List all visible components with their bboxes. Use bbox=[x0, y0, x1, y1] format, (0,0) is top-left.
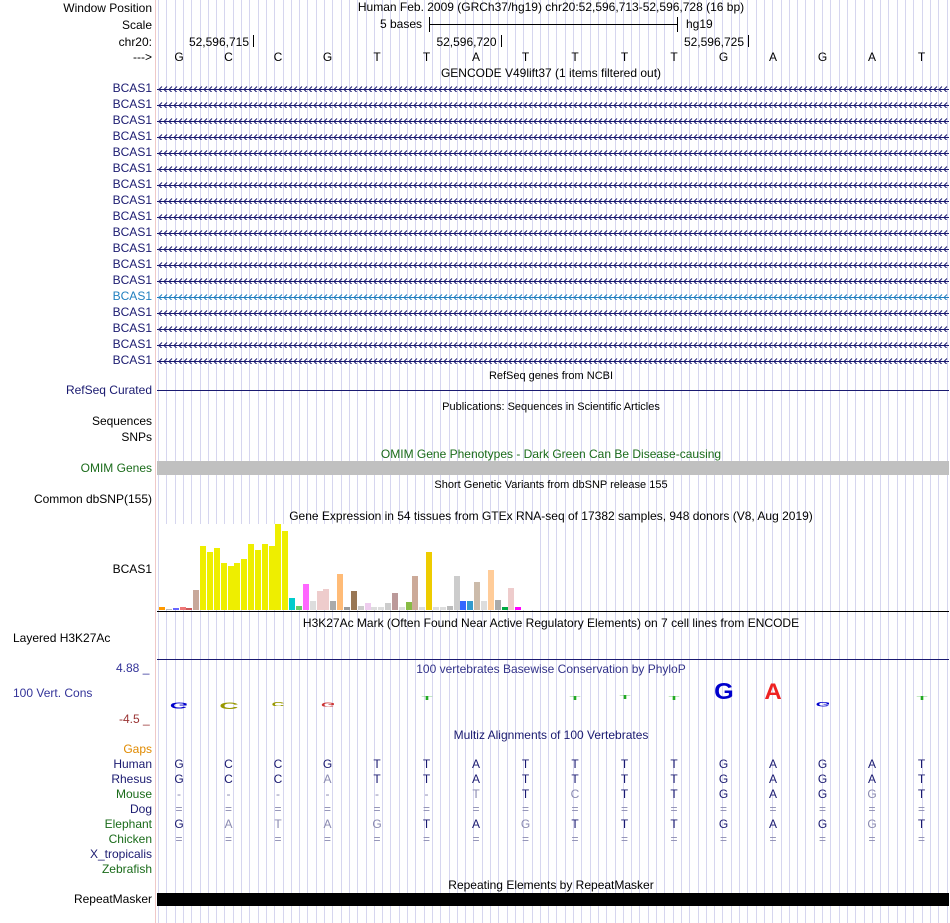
reference-base: A bbox=[867, 50, 876, 64]
dbsnp-title: Short Genetic Variants from dbSNP release 155 bbox=[434, 479, 668, 491]
multiz-species-label[interactable]: Mouse bbox=[115, 787, 152, 801]
gtex-tissue-bar[interactable] bbox=[214, 548, 220, 610]
gencode-gene-line[interactable] bbox=[157, 291, 949, 300]
multiz-base: = bbox=[323, 802, 331, 816]
reference-base: T bbox=[917, 50, 926, 64]
gtex-tissue-bar[interactable] bbox=[262, 544, 268, 610]
multiz-base: = bbox=[323, 832, 331, 846]
multiz-species-label[interactable]: Rhesus bbox=[111, 772, 152, 786]
gencode-gene-label[interactable]: BCAS1 bbox=[112, 337, 152, 351]
chrom-label: chr20: bbox=[118, 35, 152, 49]
gtex-tissue-bar[interactable] bbox=[419, 607, 425, 610]
multiz-base: A bbox=[471, 772, 480, 786]
gencode-gene-line[interactable] bbox=[157, 339, 949, 348]
multiz-base: = bbox=[620, 802, 628, 816]
gtex-tissue-bar[interactable] bbox=[351, 591, 357, 610]
multiz-base: = bbox=[571, 832, 579, 846]
multiz-base: = bbox=[769, 832, 777, 846]
reference-base: G bbox=[174, 50, 184, 64]
multiz-base: A bbox=[768, 772, 777, 786]
position-tick-mark bbox=[253, 35, 254, 47]
multiz-base: T bbox=[274, 817, 282, 831]
multiz-base: T bbox=[917, 817, 926, 831]
gtex-tissue-bar[interactable] bbox=[255, 550, 261, 610]
multiz-base: = bbox=[224, 832, 232, 846]
gencode-gene-line[interactable] bbox=[157, 179, 949, 188]
gencode-gene-label[interactable]: BCAS1 bbox=[112, 321, 152, 335]
multiz-base: = bbox=[917, 802, 925, 816]
multiz-base: A bbox=[471, 757, 480, 771]
gencode-gene-line[interactable] bbox=[157, 131, 949, 140]
reference-base: G bbox=[322, 50, 333, 64]
multiz-base: T bbox=[670, 817, 678, 831]
gencode-gene-line[interactable] bbox=[157, 99, 949, 108]
multiz-base: G bbox=[867, 787, 877, 801]
gencode-gene-label[interactable]: BCAS1 bbox=[112, 177, 152, 191]
reference-base: T bbox=[670, 50, 678, 64]
position-tick-label: 52,596,715 bbox=[188, 35, 249, 49]
gtex-chart[interactable] bbox=[159, 524, 539, 610]
gencode-gene-label[interactable]: BCAS1 bbox=[112, 273, 152, 287]
multiz-base: T bbox=[521, 772, 530, 786]
gencode-gene-line[interactable] bbox=[157, 275, 949, 284]
gtex-tissue-bar[interactable] bbox=[200, 546, 206, 610]
strand-label: ---> bbox=[133, 50, 152, 64]
phylop-base-logo[interactable]: G bbox=[169, 700, 189, 710]
gtex-tissue-bar[interactable] bbox=[474, 582, 480, 610]
reference-base: A bbox=[768, 50, 777, 64]
gtex-tissue-bar[interactable] bbox=[166, 609, 172, 610]
multiz-base: T bbox=[670, 772, 678, 786]
gencode-gene-line[interactable] bbox=[157, 259, 949, 268]
gtex-tissue-bar[interactable] bbox=[481, 601, 487, 610]
gencode-gene-line[interactable] bbox=[157, 163, 949, 172]
gencode-gene-label[interactable]: BCAS1 bbox=[112, 81, 152, 95]
gencode-gene-label[interactable]: BCAS1 bbox=[112, 145, 152, 159]
sequences-label[interactable]: Sequences bbox=[91, 414, 152, 428]
gencode-gene-line[interactable] bbox=[157, 323, 949, 332]
multiz-base: - bbox=[424, 787, 429, 801]
phylop-base-logo[interactable]: C bbox=[271, 699, 285, 706]
multiz-base: G bbox=[718, 772, 729, 786]
multiz-base: A bbox=[323, 817, 332, 831]
multiz-base: A bbox=[471, 817, 480, 831]
gencode-gene-line[interactable] bbox=[157, 243, 949, 252]
multiz-base: = bbox=[818, 832, 826, 846]
multiz-base: T bbox=[917, 772, 926, 786]
multiz-base: G bbox=[372, 817, 382, 831]
gtex-tissue-bar[interactable] bbox=[385, 603, 391, 610]
reference-base: T bbox=[620, 50, 629, 64]
reference-base: T bbox=[373, 50, 381, 64]
gencode-gene-label[interactable]: BCAS1 bbox=[112, 225, 152, 239]
gtex-tissue-bar[interactable] bbox=[337, 574, 343, 610]
gtex-tissue-bar[interactable] bbox=[467, 601, 473, 610]
multiz-base: - bbox=[375, 787, 379, 801]
multiz-species-label[interactable]: Dog bbox=[129, 802, 152, 816]
multiz-base: C bbox=[273, 757, 283, 771]
gencode-gene-line[interactable] bbox=[157, 83, 949, 92]
gtex-tissue-bar[interactable] bbox=[365, 603, 371, 610]
scale-db: hg19 bbox=[686, 17, 713, 31]
gtex-tissue-bar[interactable] bbox=[173, 608, 179, 610]
gtex-tissue-bar[interactable] bbox=[502, 607, 508, 610]
multiz-base: = bbox=[274, 832, 282, 846]
reference-base: T bbox=[521, 50, 530, 64]
reference-base: G bbox=[718, 50, 729, 64]
multiz-base: = bbox=[521, 832, 529, 846]
repeatmasker-title: Repeating Elements by RepeatMasker bbox=[448, 878, 654, 892]
multiz-base: T bbox=[422, 772, 431, 786]
refseq-title: RefSeq genes from NCBI bbox=[488, 370, 614, 382]
multiz-base: G bbox=[520, 817, 531, 831]
multiz-base: G bbox=[817, 817, 828, 831]
multiz-base: T bbox=[571, 772, 579, 786]
gaps-label: Gaps bbox=[123, 742, 152, 756]
gtex-tissue-bar[interactable] bbox=[460, 601, 466, 610]
multiz-base: G bbox=[174, 757, 184, 771]
multiz-base: A bbox=[768, 757, 777, 771]
scale-bases: 5 bases bbox=[380, 17, 423, 31]
multiz-base: = bbox=[422, 832, 430, 846]
omim-label[interactable]: OMIM Genes bbox=[80, 461, 152, 475]
multiz-species-label[interactable]: Human bbox=[113, 757, 152, 771]
multiz-base: = bbox=[719, 802, 727, 816]
multiz-base: G bbox=[322, 757, 333, 771]
multiz-base: = bbox=[521, 802, 529, 816]
omim-title: OMIM Gene Phenotypes - Dark Green Can Be Disease-causing bbox=[380, 447, 722, 461]
multiz-base: T bbox=[571, 817, 579, 831]
gtex-tissue-bar[interactable] bbox=[310, 601, 316, 610]
gtex-tissue-bar[interactable] bbox=[234, 563, 240, 610]
omim-bar[interactable] bbox=[157, 461, 949, 475]
gencode-gene-label[interactable]: BCAS1 bbox=[112, 209, 152, 223]
gencode-gene-label[interactable]: BCAS1 bbox=[112, 241, 152, 255]
gtex-tissue-bar[interactable] bbox=[282, 531, 288, 610]
gtex-tissue-bar[interactable] bbox=[378, 607, 384, 610]
reference-base: T bbox=[571, 50, 579, 64]
dbsnp-label[interactable]: Common dbSNP(155) bbox=[33, 492, 152, 506]
multiz-base: G bbox=[817, 757, 828, 771]
multiz-base: = bbox=[422, 802, 430, 816]
multiz-base: T bbox=[670, 787, 678, 801]
repeatmasker-bar[interactable] bbox=[157, 893, 949, 906]
multiz-base: T bbox=[521, 757, 530, 771]
gencode-gene-label[interactable]: BCAS1 bbox=[112, 113, 152, 127]
multiz-base: C bbox=[224, 757, 233, 771]
gencode-gene-line[interactable] bbox=[157, 147, 949, 156]
gtex-tissue-bar[interactable] bbox=[317, 591, 323, 610]
gtex-tissue-bar[interactable] bbox=[344, 607, 350, 610]
gtex-tissue-bar[interactable] bbox=[454, 576, 460, 610]
multiz-base: T bbox=[670, 757, 678, 771]
position-tick-mark bbox=[748, 35, 749, 47]
reference-base: T bbox=[422, 50, 431, 64]
gtex-tissue-bar[interactable] bbox=[426, 552, 432, 610]
multiz-base: = bbox=[472, 832, 480, 846]
phylop-base-logo[interactable]: G bbox=[320, 700, 335, 707]
gtex-tissue-bar[interactable] bbox=[447, 606, 453, 610]
reference-base: G bbox=[817, 50, 828, 64]
multiz-base: T bbox=[521, 787, 530, 801]
multiz-base: = bbox=[769, 802, 777, 816]
gencode-gene-line[interactable] bbox=[157, 115, 949, 124]
phylop-base-logo[interactable]: G bbox=[713, 677, 734, 704]
multiz-base: T bbox=[422, 817, 431, 831]
gencode-gene-line[interactable] bbox=[157, 211, 949, 220]
multiz-base: = bbox=[274, 802, 282, 816]
gtex-tissue-bar[interactable] bbox=[495, 600, 501, 610]
position-tick-mark bbox=[501, 35, 502, 47]
gencode-gene-label[interactable]: BCAS1 bbox=[112, 353, 152, 367]
multiz-base: = bbox=[818, 802, 826, 816]
multiz-base: T bbox=[571, 757, 579, 771]
gtex-tissue-bar[interactable] bbox=[303, 584, 309, 610]
phylop-base-logo[interactable]: T bbox=[915, 696, 927, 703]
phylop-base-logo[interactable]: T bbox=[618, 695, 630, 702]
phylop-max-label: 4.88 _ bbox=[116, 661, 150, 675]
phylop-base-logo[interactable]: C bbox=[218, 700, 239, 711]
gtex-tissue-bar[interactable] bbox=[193, 590, 199, 610]
gencode-gene-line[interactable] bbox=[157, 307, 949, 316]
gencode-gene-label[interactable]: BCAS1 bbox=[112, 193, 152, 207]
phylop-title: 100 vertebrates Basewise Conservation by PhyloP bbox=[416, 662, 686, 676]
multiz-base: G bbox=[867, 817, 877, 831]
gtex-tissue-bar[interactable] bbox=[412, 576, 418, 610]
position-tick-label: 52,596,720 bbox=[436, 35, 497, 49]
window-position-label: Window Position bbox=[63, 1, 152, 15]
gtex-tissue-bar[interactable] bbox=[159, 607, 165, 610]
snps-label[interactable]: SNPs bbox=[121, 430, 152, 444]
gencode-gene-line[interactable] bbox=[157, 355, 949, 364]
phylop-label[interactable]: 100 Vert. Cons bbox=[13, 686, 93, 700]
multiz-base: - bbox=[325, 787, 330, 801]
multiz-base: = bbox=[571, 802, 579, 816]
multiz-species-label[interactable]: X_tropicalis bbox=[89, 847, 152, 861]
phylop-base-logo[interactable]: T bbox=[668, 696, 680, 703]
multiz-base: A bbox=[768, 817, 777, 831]
multiz-base: T bbox=[620, 787, 629, 801]
gtex-label[interactable]: BCAS1 bbox=[112, 562, 152, 576]
multiz-base: G bbox=[174, 772, 184, 786]
multiz-base: = bbox=[868, 802, 876, 816]
multiz-base: T bbox=[620, 757, 629, 771]
gtex-tissue-bar[interactable] bbox=[433, 607, 439, 610]
multiz-base: A bbox=[867, 772, 876, 786]
multiz-base: T bbox=[373, 757, 381, 771]
gtex-tissue-bar[interactable] bbox=[330, 601, 336, 610]
refseq-line[interactable] bbox=[157, 390, 949, 391]
gtex-tissue-bar[interactable] bbox=[186, 608, 192, 610]
multiz-base: T bbox=[472, 787, 480, 801]
gtex-tissue-bar[interactable] bbox=[371, 607, 377, 610]
phylop-base-logo[interactable]: A bbox=[764, 678, 782, 704]
window-position-text[interactable]: Human Feb. 2009 (GRCh37/hg19) chr20:52,596,713-52,596,728 (16 bp) bbox=[357, 0, 745, 14]
multiz-base: - bbox=[276, 787, 280, 801]
multiz-base: G bbox=[718, 787, 729, 801]
scale-bar bbox=[429, 24, 677, 25]
gtex-tissue-bar[interactable] bbox=[269, 546, 275, 610]
multiz-base: = bbox=[670, 802, 678, 816]
multiz-base: - bbox=[177, 787, 181, 801]
multiz-base: = bbox=[868, 832, 876, 846]
multiz-base: T bbox=[917, 787, 926, 801]
multiz-title: Multiz Alignments of 100 Vertebrates bbox=[453, 728, 649, 742]
gtex-tissue-bar[interactable] bbox=[406, 602, 412, 610]
multiz-base: = bbox=[175, 802, 183, 816]
multiz-base: T bbox=[620, 817, 629, 831]
multiz-species-label[interactable]: Elephant bbox=[104, 817, 152, 831]
multiz-species-label[interactable]: Zebrafish bbox=[101, 862, 152, 876]
multiz-base: = bbox=[917, 832, 925, 846]
multiz-base: G bbox=[718, 757, 729, 771]
multiz-species-label[interactable]: Chicken bbox=[108, 832, 152, 846]
gtex-tissue-bar[interactable] bbox=[289, 598, 295, 610]
multiz-base: C bbox=[224, 772, 233, 786]
gtex-tissue-bar[interactable] bbox=[392, 593, 398, 610]
multiz-base: - bbox=[226, 787, 231, 801]
multiz-base: G bbox=[817, 772, 828, 786]
multiz-base: C bbox=[570, 787, 580, 801]
multiz-base: = bbox=[373, 802, 381, 816]
multiz-base: = bbox=[620, 832, 628, 846]
multiz-base: C bbox=[273, 772, 283, 786]
position-tick-label: 52,596,725 bbox=[683, 35, 744, 49]
phylop-base-logo[interactable]: T bbox=[569, 696, 581, 703]
multiz-base: A bbox=[768, 787, 777, 801]
gencode-gene-label[interactable]: BCAS1 bbox=[112, 289, 152, 303]
gtex-tissue-bar[interactable] bbox=[358, 606, 364, 610]
gencode-gene-line[interactable] bbox=[157, 195, 949, 204]
multiz-base: A bbox=[224, 817, 233, 831]
multiz-base: T bbox=[917, 757, 926, 771]
gtex-baseline bbox=[157, 611, 949, 612]
reference-base: C bbox=[273, 50, 283, 64]
multiz-base: G bbox=[718, 817, 729, 831]
gtex-tissue-bar[interactable] bbox=[228, 566, 234, 610]
multiz-base: = bbox=[224, 802, 232, 816]
publications-title: Publications: Sequences in Scientific Articles bbox=[442, 401, 660, 413]
scale-bar-left bbox=[429, 17, 430, 32]
multiz-base: = bbox=[175, 832, 183, 846]
multiz-base: A bbox=[867, 757, 876, 771]
gencode-gene-line[interactable] bbox=[157, 227, 949, 236]
multiz-base: T bbox=[422, 757, 431, 771]
gtex-tissue-bar[interactable] bbox=[241, 559, 247, 610]
multiz-base: G bbox=[817, 787, 828, 801]
multiz-base: T bbox=[373, 772, 381, 786]
gencode-gene-label[interactable]: BCAS1 bbox=[112, 161, 152, 175]
gtex-tissue-bar[interactable] bbox=[508, 588, 514, 610]
scale-bar-right bbox=[677, 17, 678, 32]
gencode-gene-label[interactable]: BCAS1 bbox=[112, 129, 152, 143]
gtex-tissue-bar[interactable] bbox=[488, 570, 494, 610]
gtex-tissue-bar[interactable] bbox=[399, 607, 405, 610]
gtex-tissue-bar[interactable] bbox=[180, 607, 186, 610]
gencode-gene-label[interactable]: BCAS1 bbox=[112, 257, 152, 271]
multiz-base: = bbox=[472, 802, 480, 816]
phylop-min-label: -4.5 _ bbox=[119, 712, 150, 726]
gtex-tissue-bar[interactable] bbox=[221, 563, 227, 610]
gtex-tissue-bar[interactable] bbox=[515, 607, 521, 610]
reference-base: C bbox=[224, 50, 233, 64]
h3k27ac-label[interactable]: Layered H3K27Ac bbox=[13, 631, 111, 645]
h3k27ac-line bbox=[157, 659, 949, 660]
gtex-tissue-bar[interactable] bbox=[207, 552, 213, 610]
multiz-base: = bbox=[719, 832, 727, 846]
gencode-gene-label[interactable]: BCAS1 bbox=[112, 97, 152, 111]
gencode-gene-label[interactable]: BCAS1 bbox=[112, 305, 152, 319]
gtex-tissue-bar[interactable] bbox=[440, 607, 446, 610]
gtex-title: Gene Expression in 54 tissues from GTEx RNA-seq of 17382 samples, 948 donors (V8, Aug 2019) bbox=[289, 509, 813, 523]
multiz-base: = bbox=[373, 832, 381, 846]
multiz-base: A bbox=[323, 772, 332, 786]
phylop-base-logo[interactable]: G bbox=[815, 700, 830, 708]
scale-label: Scale bbox=[121, 18, 152, 32]
gtex-tissue-bar[interactable] bbox=[275, 524, 281, 610]
gencode-title: GENCODE V49lift37 (1 items filtered out) bbox=[440, 66, 662, 80]
gtex-tissue-bar[interactable] bbox=[296, 606, 302, 610]
reference-base: A bbox=[471, 50, 480, 64]
multiz-base: = bbox=[670, 832, 678, 846]
h3k27ac-title: H3K27Ac Mark (Often Found Near Active Regulatory Elements) on 7 cell lines from ENCODE bbox=[302, 616, 800, 630]
gtex-tissue-bar[interactable] bbox=[248, 544, 254, 610]
phylop-base-logo[interactable]: T bbox=[420, 696, 432, 703]
refseq-label[interactable]: RefSeq Curated bbox=[65, 383, 152, 397]
multiz-base: G bbox=[174, 817, 184, 831]
multiz-base: T bbox=[620, 772, 629, 786]
repeatmasker-label[interactable]: RepeatMasker bbox=[73, 892, 152, 906]
gtex-tissue-bar[interactable] bbox=[323, 589, 329, 611]
